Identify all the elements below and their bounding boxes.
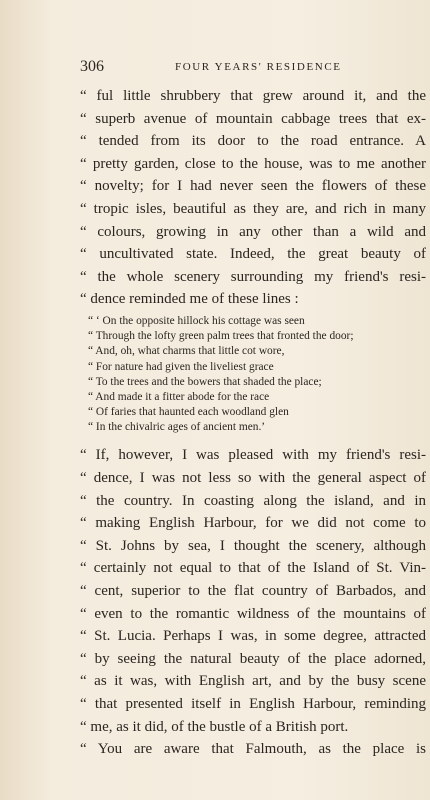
page-number: 306 (80, 58, 104, 75)
text-line: “ as it was, with English art, and by the busy scene (80, 673, 426, 690)
text-line: “ dence, I was not less so with the general aspect of (80, 470, 426, 487)
verse-line: “ Of faries that haunted each woodland glen (88, 406, 289, 419)
body-text (80, 85, 426, 761)
text-line: “ If, however, I was pleased with my friend's resi- (80, 447, 426, 464)
paragraph (80, 85, 426, 311)
text-line: “ uncultivated state. Indeed, the great beauty of (80, 246, 426, 263)
verse-line: “ For nature had given the liveliest grace (88, 360, 274, 373)
running-head: FOUR YEARS' RESIDENCE (175, 61, 342, 73)
text-line: “ the whole scenery surrounding my friend's resi- (80, 268, 426, 285)
verse-line: “ And, oh, what charms that little cot wore, (88, 345, 285, 358)
text-line: “ cent, superior to the flat country of Barbados, and (80, 583, 426, 599)
verse-quotation (80, 314, 426, 436)
text-line: “ St. Johns by sea, I thought the scenery, although (80, 537, 426, 554)
text-line: “ certainly not equal to that of the Island of St. Vin- (80, 560, 426, 577)
verse-line: “ To the trees and the bowers that shaded the place; (88, 375, 322, 388)
text-line: “ superb avenue of mountain cabbage trees that ex- (80, 110, 426, 127)
text-line: “ making English Harbour, for we did not come to (80, 515, 426, 532)
text-line: “ pretty garden, close to the house, was to me another (80, 155, 426, 172)
text-line: “ even to the romantic wildness of the mountains of (80, 605, 426, 622)
text-line: “ tended from its door to the road entrance. A (80, 133, 426, 150)
text-line: “ me, as it did, of the bustle of a British port. (80, 718, 349, 735)
paragraph (80, 738, 426, 761)
text-line: “ novelty; for I had never seen the flowers of these (80, 178, 426, 195)
verse-line: “ ‘ On the opposite hillock his cottage was seen (88, 314, 305, 327)
text-line: “ by seeing the natural beauty of the place adorned, (80, 650, 426, 667)
text-line: “ tropic isles, beautiful as they are, and rich in many (80, 200, 426, 217)
verse-line: “ In the chivalric ages of ancient men.’ (88, 421, 266, 434)
verse-line: “ And made it a fitter abode for the race (88, 390, 270, 403)
text-line: “ dence reminded me of these lines : (80, 291, 299, 308)
text-line: “ the country. In coasting along the island, and in (80, 492, 426, 509)
verse-line: “ Through the lofty green palm trees that fronted the door; (88, 330, 354, 343)
text-line: “ St. Lucia. Perhaps I was, in some degree, attracted (80, 628, 426, 645)
page-header (80, 58, 412, 76)
text-line: “ that presented itself in English Harbour, reminding (80, 695, 426, 712)
text-line: “ colours, growing in any other than a wild and (80, 223, 426, 240)
text-line: “ You are aware that Falmouth, as the place is (80, 741, 426, 758)
paragraph (80, 444, 426, 738)
text-line: “ ful little shrubbery that grew around it, and the (80, 88, 426, 104)
